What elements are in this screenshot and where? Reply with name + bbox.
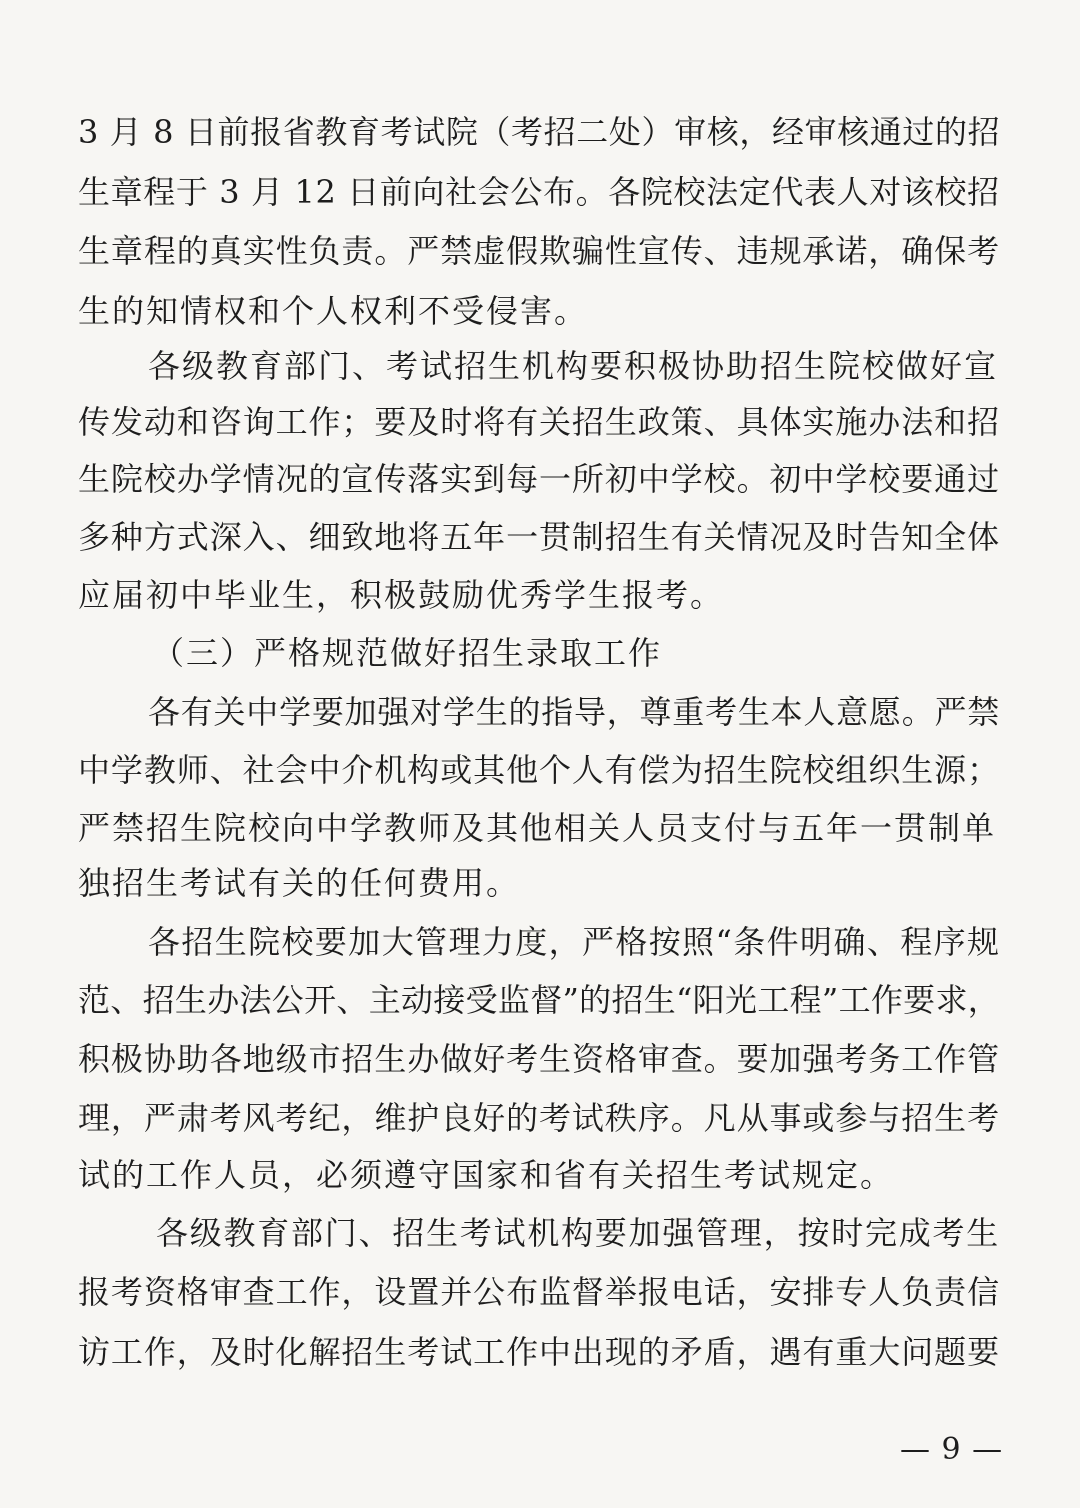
section-heading: （三）严格规范做好招生录取工作 <box>152 634 663 672</box>
text-line: 应届初中毕业生，积极鼓励优秀学生报考。 <box>78 576 725 614</box>
text-line: 范、招生办法公开、主动接受监督”的招生“阳光工程”工作要求， <box>78 981 1001 1019</box>
text-line: 试的工作人员，必须遵守国家和省有关招生考试规定。 <box>78 1156 895 1194</box>
text-line: 严禁招生院校向中学教师及其他相关人员支付与五年一贯制单 <box>78 809 997 847</box>
text-line: 多种方式深入、细致地将五年一贯制招生有关情况及时告知全体 <box>78 518 1001 556</box>
text-line: 中学教师、社会中介机构或其他个人有偿为招生院校组织生源； <box>78 751 1001 789</box>
text-line: 生院校办学情况的宣传落实到每一所初中学校。初中学校要通过 <box>78 460 1001 498</box>
page-number: — 9 — <box>900 1432 1004 1467</box>
text-line: 3 月 8 日前报省教育考试院（考招二处）审核，经审核通过的招 <box>78 113 1001 151</box>
text-line: 各级教育部门、招生考试机构要加强管理，按时完成考生 <box>156 1214 1001 1252</box>
text-line: 生的知情权和个人权利不受侵害。 <box>78 292 589 330</box>
text-line: 积极协助各地级市招生办做好考生资格审查。要加强考务工作管 <box>78 1040 1001 1078</box>
text-line: 生章程的真实性负责。严禁虚假欺骗性宣传、违规承诺，确保考 <box>78 232 1001 270</box>
text-line: 访工作，及时化解招生考试工作中出现的矛盾，遇有重大问题要 <box>78 1333 1001 1371</box>
text-line: 传发动和咨询工作；要及时将有关招生政策、具体实施办法和招 <box>78 403 1001 441</box>
text-line: 生章程于 3 月 12 日前向社会公布。各院校法定代表人对该校招 <box>78 173 1000 211</box>
text-line: 各招生院校要加大管理力度，严格按照“条件明确、程序规 <box>148 923 1001 961</box>
text-line: 各级教育部门、考试招生机构要积极协助招生院校做好宣 <box>148 347 999 385</box>
text-line: 报考资格审查工作，设置并公布监督举报电话，安排专人负责信 <box>78 1273 1001 1311</box>
text-line: 理，严肃考风考纪，维护良好的考试秩序。凡从事或参与招生考 <box>78 1099 1001 1137</box>
text-line: 独招生考试有关的任何费用。 <box>78 864 521 902</box>
text-line: 各有关中学要加强对学生的指导，尊重考生本人意愿。严禁 <box>148 693 1001 731</box>
